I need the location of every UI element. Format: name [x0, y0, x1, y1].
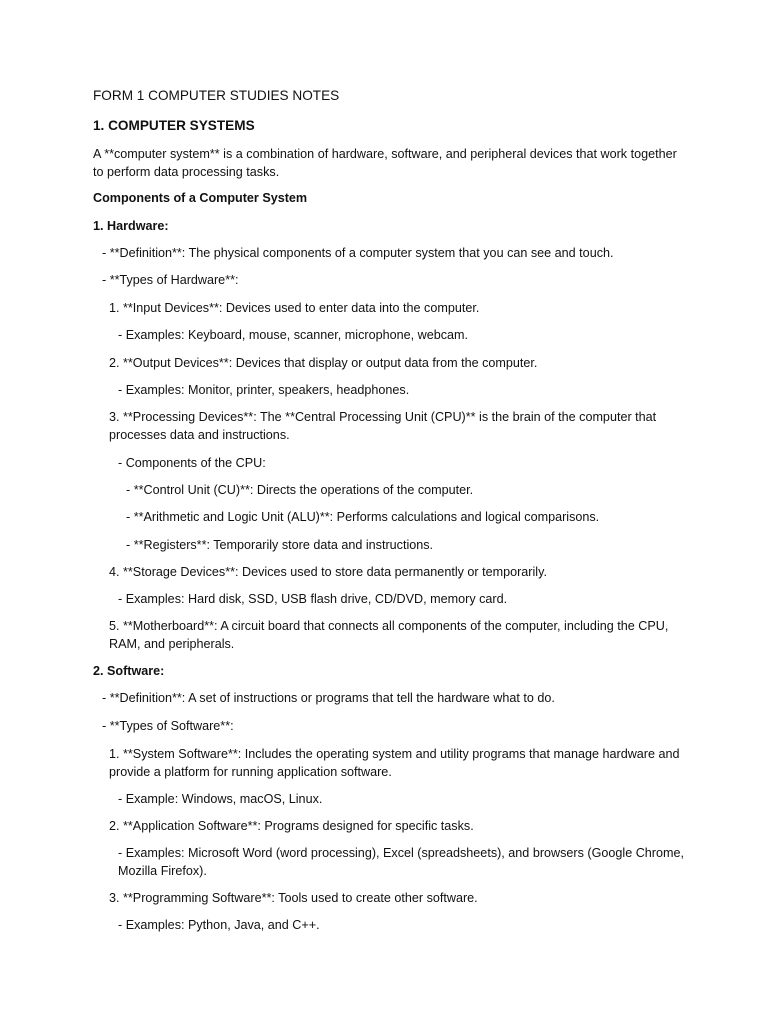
- hardware-heading: 1. Hardware:: [93, 219, 169, 233]
- components-heading: Components of a Computer System: [93, 191, 308, 205]
- intro-paragraph: A **computer system** is a combination of hardware, software, and peripheral devices that work together to perform data processing tasks.: [93, 147, 677, 179]
- input-devices-examples: - Examples: Keyboard, mouse, scanner, microphone, webcam.: [118, 328, 468, 342]
- output-devices-examples: - Examples: Monitor, printer, speakers, headphones.: [118, 383, 410, 397]
- input-devices-item: 1. **Input Devices**: Devices used to enter data into the computer.: [109, 301, 480, 315]
- hardware-definition: - **Definition**: The physical components of a computer system that you can see and touch.: [102, 246, 614, 260]
- software-types-heading: - **Types of Software**:: [102, 719, 234, 733]
- storage-devices-examples: - Examples: Hard disk, SSD, USB flash drive, CD/DVD, memory card.: [118, 592, 508, 606]
- application-software-item: 2. **Application Software**: Programs designed for specific tasks.: [109, 819, 474, 833]
- system-software-item: 1. **System Software**: Includes the operating system and utility programs that manage hardware and provide a platform for running application software.: [109, 747, 680, 779]
- hardware-types-heading: - **Types of Hardware**:: [102, 273, 239, 287]
- system-software-example: - Example: Windows, macOS, Linux.: [118, 792, 323, 806]
- software-heading: 2. Software:: [93, 664, 165, 678]
- programming-software-examples: - Examples: Python, Java, and C++.: [118, 918, 320, 932]
- cpu-control-unit: - **Control Unit (CU)**: Directs the operations of the computer.: [126, 483, 474, 497]
- application-software-examples: - Examples: Microsoft Word (word processing), Excel (spreadsheets), and browsers (Google Chrome, Mozilla Firefox).: [118, 846, 684, 878]
- cpu-components-heading: - Components of the CPU:: [118, 456, 266, 470]
- cpu-registers: - **Registers**: Temporarily store data and instructions.: [126, 538, 434, 552]
- section-heading-computer-systems: 1. COMPUTER SYSTEMS: [93, 118, 255, 133]
- software-definition: - **Definition**: A set of instructions or programs that tell the hardware what to do.: [102, 691, 555, 705]
- motherboard-item: 5. **Motherboard**: A circuit board that connects all components of the computer, including the CPU, RAM, and peripherals.: [109, 619, 669, 651]
- programming-software-item: 3. **Programming Software**: Tools used to create other software.: [109, 891, 478, 905]
- output-devices-item: 2. **Output Devices**: Devices that display or output data from the computer.: [109, 356, 538, 370]
- cpu-alu: - **Arithmetic and Logic Unit (ALU)**: Performs calculations and logical comparisons.: [126, 510, 600, 524]
- processing-devices-item: 3. **Processing Devices**: The **Central Processing Unit (CPU)** is the brain of the computer that processes data and instructions.: [109, 410, 657, 442]
- storage-devices-item: 4. **Storage Devices**: Devices used to store data permanently or temporarily.: [109, 565, 547, 579]
- document-title: FORM 1 COMPUTER STUDIES NOTES: [93, 88, 340, 103]
